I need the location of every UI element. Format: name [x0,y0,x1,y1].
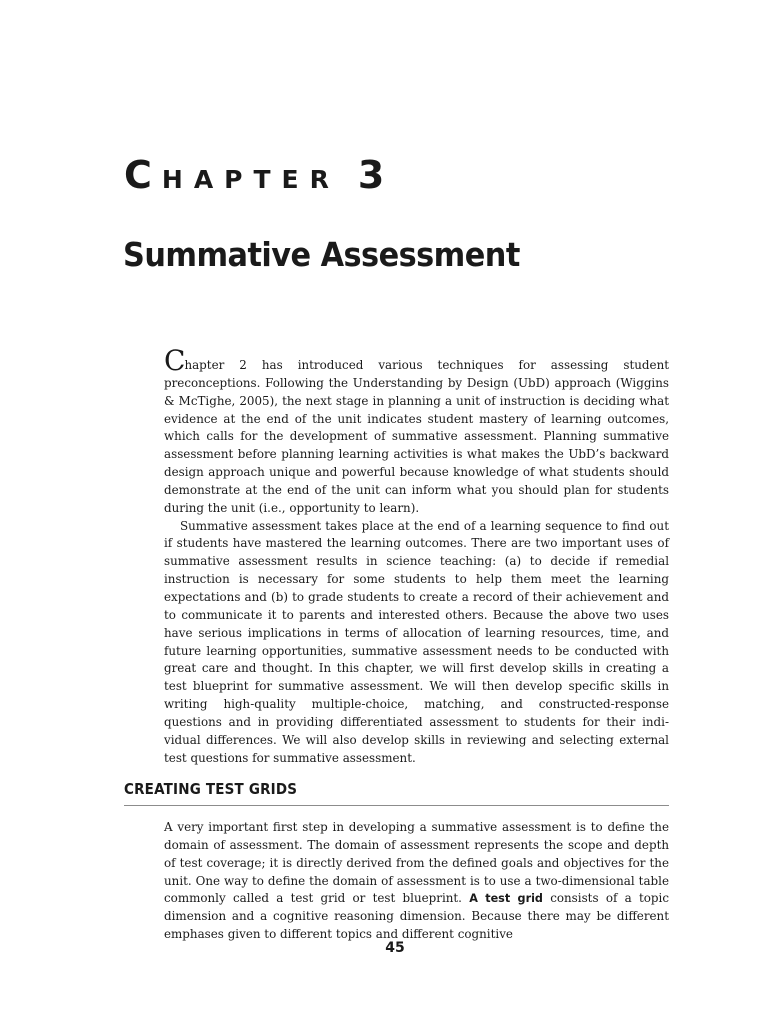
chapter-label-rest: HAPTER [161,165,340,194]
intro-paragraph-1-text: hapter 2 has introduced various techniques for assessing student preconceptions. Following the Understanding by Design (UbD) approach (Wiggins & McTighe, 2005), the next stage in planning a unit of instruction is deciding what evidence at the end of the unit indicates student mastery of learning outcomes, which calls for the development of summative assessment. Planning summative assessment before planning learning activities is what makes the UbD’s backward design approach unique and powerful because knowledge of what students should demonstrate at the end of the unit can inform what you should plan for students during the unit (i.e., opportunity to learn). [164,358,669,515]
chapter-label-initial: C [124,153,162,197]
section-divider [124,805,669,806]
chapter-label [124,153,396,197]
section-heading: CREATING TEST GRIDS [124,780,298,798]
dropcap: C [164,344,185,377]
section-text-after-term: consists of a topic dimension and a cognitive reasoning dimension. Because there may be different emphases given to different topics and different cognitive [164,891,669,942]
page-number: 45 [385,940,405,956]
intro-paragraph-1 [164,344,669,518]
key-term: A test grid [469,892,543,906]
intro-paragraph-2: Summative assessment takes place at the end of a learning sequence to find out if students have mastered the learning outcomes. There are two important uses of summative assessment results in science teaching: (a) to decide if remedial instruction is necessary for some students to help them meet the learning expectations and (b) to grade students to create a record of their achievement and to communicate it to parents and interested others. Because the above two uses have serious implications in terms of allocation of learning resources, time, and future learning opportunities, summative assessment needs to be conducted with great care and thought. In this chapter, we will first develop skills in creating a test blueprint for summative assessment. We will then develop specific skills in writing high-quality multiple-choice, matching, and constructed-response questions and in providing differentiated assessment to students for their individual differences. We will also develop skills in reviewing and selecting external test questions for summative assessment. [164,518,669,765]
section-paragraph [164,819,669,944]
chapter-number: 3 [357,153,396,197]
intro-text [164,344,669,767]
section-text [164,819,669,944]
section-text-before-term: A very important first step in developing a summative assessment is to define the domain of assessment. The domain of assessment represents the scope and depth of test coverage; it is directly derived from the defined goals and objectives for the unit. One way to define the domain of assessment is to use a two-dimensional table commonly called a test grid or test blueprint. [164,820,669,906]
chapter-title: Summative Assessment [123,235,520,274]
